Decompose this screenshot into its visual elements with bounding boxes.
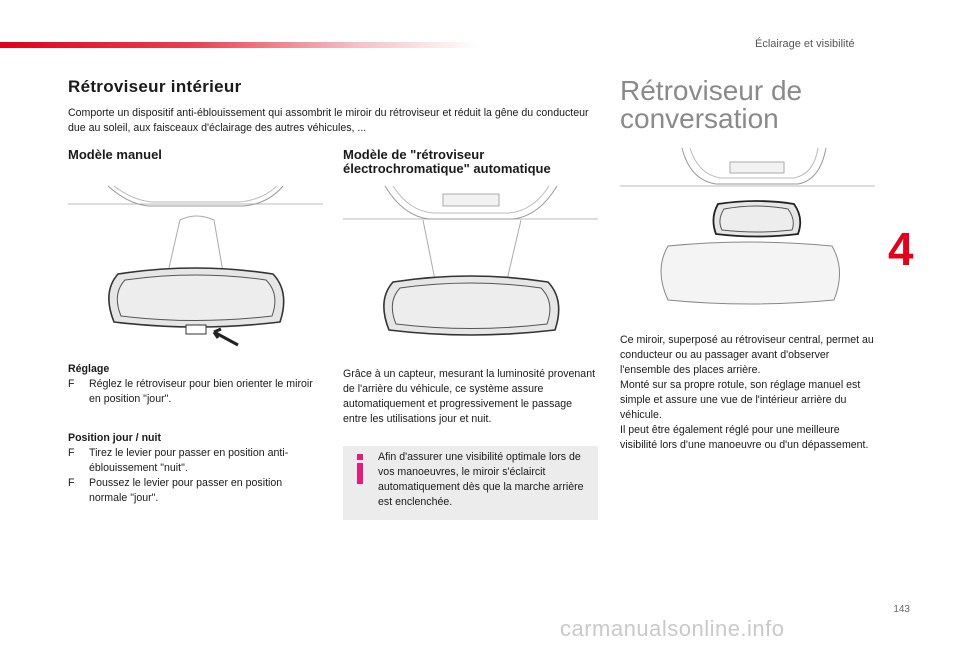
intro-paragraph: Comporte un dispositif anti-éblouissement qui assombrit le miroir du rétroviseur et réduit la gêne du conducteur due au soleil, aux faisceaux d'éclairage des autres véhicules, ... — [68, 107, 589, 134]
manual-mirror-illustration — [68, 182, 323, 350]
list-item — [68, 377, 323, 407]
conversation-title-line1: Rétroviseur de — [620, 75, 803, 106]
bullet-icon: F — [68, 378, 75, 390]
conversation-title-line2: conversation — [620, 103, 779, 134]
section-title: Éclairage et visibilité — [755, 38, 855, 50]
conversation-description: Ce miroir, superposé au rétroviseur central, permet au conducteur ou au passager avant d'observer l'ensemble des places arrière. Monté sur sa propre rotule, son réglage manuel est simple et assure une vue de l'intérieur arrière du véhicule. Il peut être également réglé pour une meilleure visibilité lors d'une manoeuvre ou d'un dépassement. — [620, 334, 874, 451]
auto-heading-line1: Modèle de "rétroviseur — [343, 147, 485, 162]
info-box — [343, 446, 598, 520]
list-item — [68, 476, 323, 506]
bullet-icon: F — [68, 447, 75, 459]
lever-arrow-icon — [214, 329, 238, 345]
auto-description: Grâce à un capteur, mesurant la luminosité provenant de l'arrière du véhicule, ce système assure automatiquement et progressivement le passage entre les utilisations jour et nuit. — [343, 368, 596, 425]
auto-mirror-illustration — [343, 182, 598, 350]
chapter-number: 4 — [888, 223, 914, 275]
daynight-item-text: Tirez le levier pour passer en position anti-éblouissement "nuit". — [89, 447, 289, 474]
page-title: Rétroviseur intérieur — [68, 77, 242, 96]
info-icon — [353, 454, 367, 484]
daynight-section — [68, 431, 323, 506]
info-text: Afin d'assurer une visibilité optimale lors de vos manoeuvres, le miroir s'éclaircit automatiquement dès que la marche arrière est enclenchée. — [378, 451, 584, 508]
adjust-section — [68, 362, 323, 407]
bullet-icon: F — [68, 477, 75, 489]
adjust-item-text: Réglez le rétroviseur pour bien orienter le miroir en position "jour". — [89, 378, 313, 405]
page-number: 143 — [893, 604, 910, 615]
conversation-mirror-title — [620, 77, 920, 133]
header-accent-bar — [0, 42, 480, 48]
daynight-item-text: Poussez le levier pour passer en position normale "jour". — [89, 477, 283, 504]
auto-model-heading — [343, 148, 593, 176]
adjust-label: Réglage — [68, 363, 110, 375]
conversation-mirror-illustration — [620, 146, 875, 311]
auto-heading-line2: électrochromatique" automatique — [343, 161, 551, 176]
daynight-label: Position jour / nuit — [68, 432, 161, 444]
watermark: carmanualsonline.info — [560, 616, 785, 641]
list-item — [68, 446, 323, 476]
manual-model-heading: Modèle manuel — [68, 147, 162, 162]
